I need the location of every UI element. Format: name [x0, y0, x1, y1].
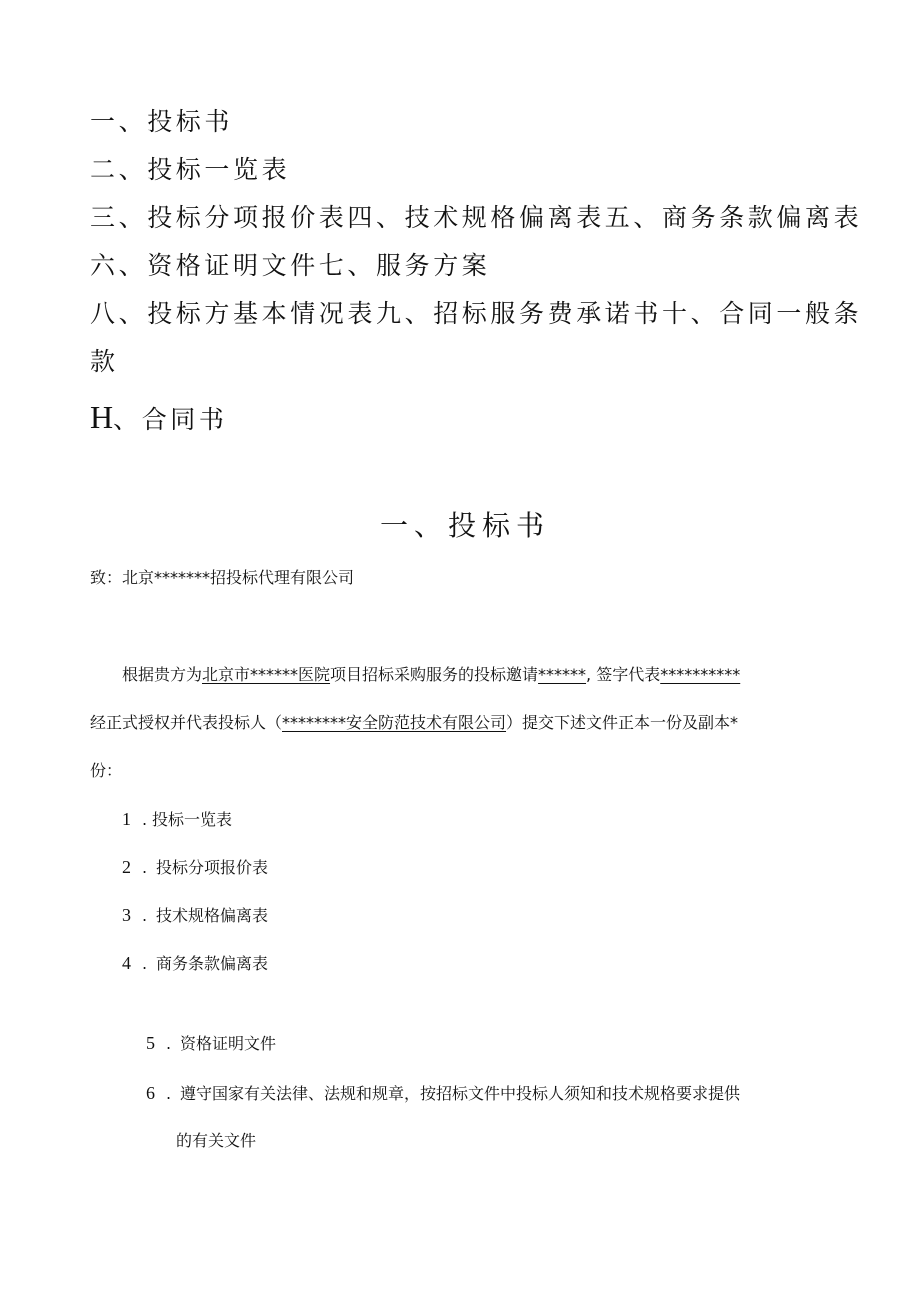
list-item: 1 . 投标一览表 — [122, 809, 233, 829]
bidder-name: ********安全防范技术有限公司 — [282, 713, 507, 732]
list-text: 遵守国家有关法律、法规和规章，按招标文件中投标人须知和技术规格要求提供 — [180, 1084, 741, 1103]
list-number: 2 — [122, 857, 131, 877]
toc-line-4: 六、资格证明文件七、服务方案 — [90, 251, 491, 280]
list-item: 6 . 遵守国家有关法律、法规和规章，按招标文件中投标人须知和技术规格要求提供 — [146, 1083, 741, 1103]
paragraph-text: 经正式授权并代表投标人（ — [90, 713, 283, 732]
paragraph-text: 项目招标采购服务的投标邀请 — [330, 665, 539, 684]
paragraph-text: 根据贵方为 — [122, 665, 203, 684]
paragraph-line-1 — [122, 664, 740, 686]
paragraph-text: , 签字代表 — [586, 665, 661, 684]
toc-line-3: 三、投标分项报价表四、技术规格偏离表五、商务条款偏离表 — [90, 203, 863, 232]
toc-line-7-prefix: H — [90, 399, 114, 435]
invitation-number: ****** — [538, 665, 587, 684]
list-text: 投标分项报价表 — [156, 858, 269, 877]
toc-line-1: 一、投标书 — [90, 107, 234, 136]
toc-line-5: 八、投标方基本情况表九、招标服务费承诺书十、合同一般条 — [90, 299, 863, 328]
list-text: 资格证明文件 — [180, 1034, 277, 1053]
toc-line-7-text: 、合同书 — [113, 405, 228, 434]
section-title: 一、投标书 — [379, 509, 550, 542]
list-item: 4 . 商务条款偏离表 — [122, 953, 269, 973]
paragraph-line-2 — [90, 712, 738, 734]
list-text: 技术规格偏离表 — [156, 906, 269, 925]
list-text: 商务条款偏离表 — [156, 954, 269, 973]
toc-line-7 — [90, 399, 228, 435]
list-item: 2 . 投标分项报价表 — [122, 857, 269, 877]
project-name: 北京市******医院 — [202, 665, 331, 684]
paragraph-text: ）提交下述文件正本一份及副本* — [506, 713, 739, 732]
toc-line-2: 二、投标一览表 — [90, 155, 291, 184]
list-number: 1 — [122, 809, 131, 829]
list-item-continuation: 的有关文件 — [176, 1131, 257, 1150]
list-number: 5 — [146, 1033, 155, 1053]
toc-line-6: 款 — [90, 347, 119, 376]
list-item: 5 . 资格证明文件 — [146, 1033, 277, 1053]
list-number: 6 — [146, 1083, 155, 1103]
list-item: 3 . 技术规格偏离表 — [122, 905, 269, 925]
paragraph-line-3: 份： — [90, 761, 123, 780]
list-number: 3 — [122, 905, 131, 925]
list-text: 投标一览表 — [152, 810, 233, 829]
addressee: 致：北京*******招投标代理有限公司 — [90, 568, 355, 587]
signing-representative: ********** — [660, 665, 741, 684]
list-number: 4 — [122, 953, 131, 973]
